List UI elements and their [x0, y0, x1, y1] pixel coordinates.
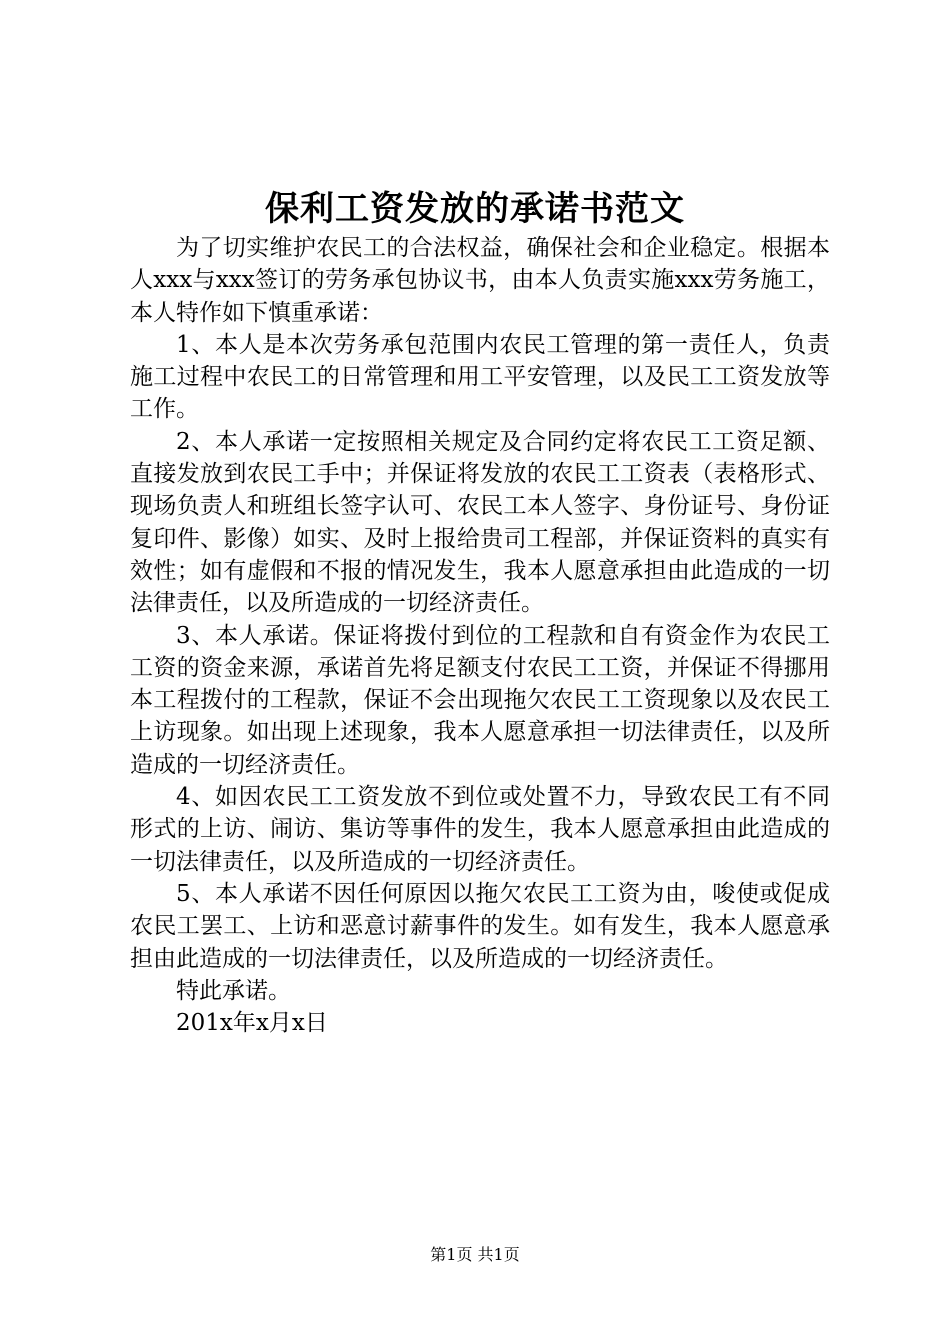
commitment-item-2: 2、本人承诺一定按照相关规定及合同约定将农民工工资足额、直接发放到农民工手中；并保证将发放的农民工工资表（表格形式、现场负责人和班组长签字认可、农民工本人签字、身份证号、身份证复印件、影像）如实、及时上报给贵司工程部，并保证资料的真实有效性；如有虚假和不报的情况发生，我本人愿意承担由此造成的一切法律责任，以及所造成的一切经济责任。: [130, 428, 830, 617]
document-title: 保利工资发放的承诺书范文: [265, 189, 685, 229]
commitment-item-4: 4、如因农民工工资发放不到位或处置不力，导致农民工有不同形式的上访、闹访、集访等事件的发生，我本人愿意承担由此造成的一切法律责任，以及所造成的一切经济责任。: [130, 784, 830, 875]
date-line: 201x年x月x日: [176, 1010, 328, 1037]
closing-statement: 特此承诺。: [176, 977, 291, 1004]
document-body: [130, 232, 830, 1039]
page-footer: 第1页 共1页: [430, 1245, 520, 1264]
commitment-item-3: 3、本人承诺。保证将拨付到位的工程款和自有资金作为农民工工资的资金来源，承诺首先将足额支付农民工工资，并保证不得挪用本工程拨付的工程款，保证不会出现拖欠农民工工资现象以及农民工上访现象。如出现上述现象，我本人愿意承担一切法律责任，以及所造成的一切经济责任。: [130, 622, 830, 778]
commitment-item-5: 5、本人承诺不因任何原因以拖欠农民工工资为由，唆使或促成农民工罢工、上访和恶意讨薪事件的发生。如有发生，我本人愿意承担由此造成的一切法律责任，以及所造成的一切经济责任。: [130, 880, 830, 972]
intro-paragraph: 为了切实维护农民工的合法权益，确保社会和企业稳定。根据本人xxx与xxx签订的劳务承包协议书，由本人负责实施xxx劳务施工，本人特作如下慎重承诺：: [130, 235, 830, 326]
commitment-item-1: 1、本人是本次劳务承包范围内农民工管理的第一责任人，负责施工过程中农民工的日常管理和用工平安管理，以及民工工资发放等工作。: [130, 331, 830, 423]
